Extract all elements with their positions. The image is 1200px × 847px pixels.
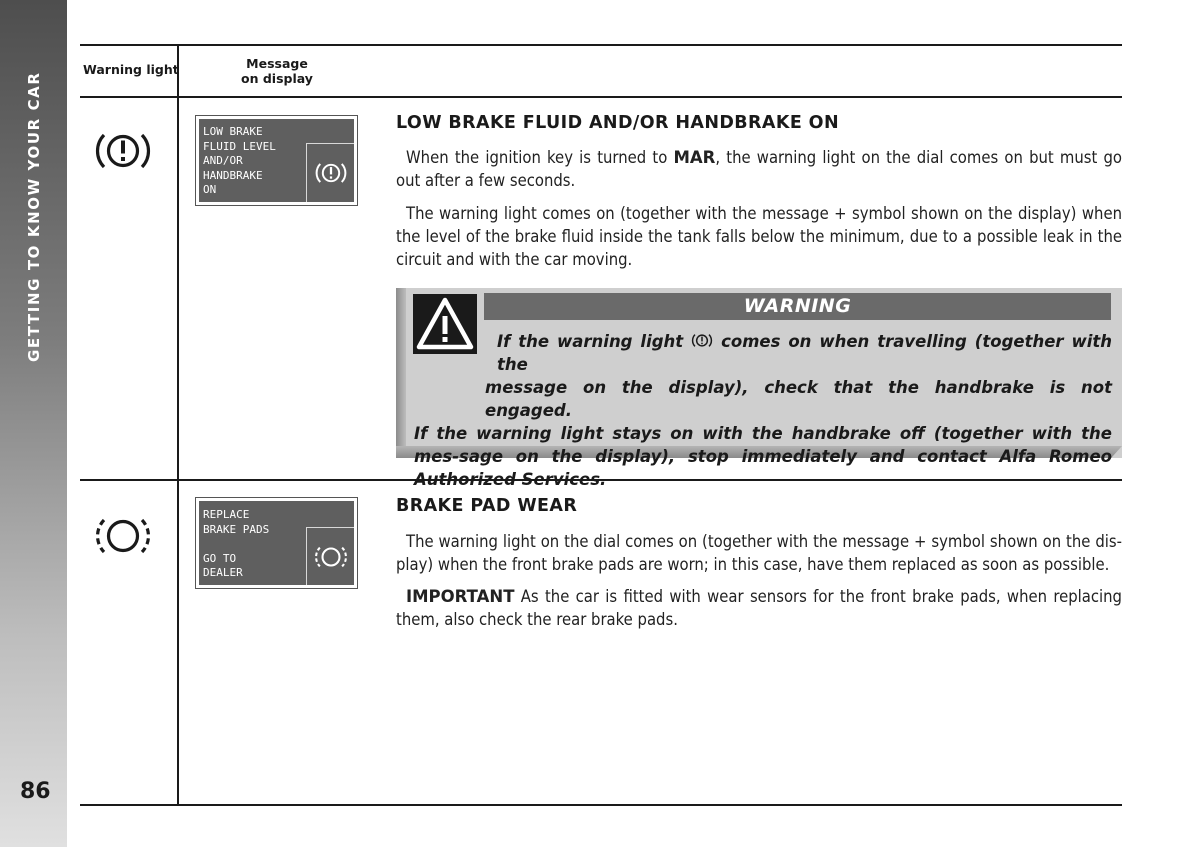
paragraph-important: IMPORTANT As the car is fitted with wear sensors for the front brake pads, when replacing them, also check the rear brake pads.: [396, 587, 1122, 629]
header-rule: [80, 96, 1122, 98]
display-message-brake-pads: [195, 497, 358, 589]
warning-box-shadow: [396, 288, 406, 458]
paragraph-ignition: When the ignition key is turned to MAR, the warning light on the dial comes on but must go out after a few seconds.: [396, 148, 1123, 190]
display-text: LOW BRAKE FLUID LEVEL AND/OR HANDBRAKE ON: [203, 125, 276, 196]
display-text: REPLACE BRAKE PADS GO TO DEALER: [203, 508, 270, 579]
header-message: Message on display: [241, 56, 313, 86]
display-symbol: [306, 143, 354, 202]
page-number: 86: [20, 779, 51, 804]
warning-text: If the warning light comes on when travelling (together with the message on the display), check that the handbrake is not engaged. If the warning light stays on with the handbrake off (together with the mes-sage on the display), stop immediately and contact Alfa Romeo Authorized Services.: [414, 332, 1112, 489]
brake-warning-icon: [691, 332, 713, 349]
section-title-brake-fluid: LOW BRAKE FLUID AND/OR HANDBRAKE ON: [396, 113, 839, 133]
brake-pad-wear-icon: [314, 544, 348, 570]
section-title-brake-pads: BRAKE PAD WEAR: [396, 496, 578, 516]
chapter-title: GETTING TO KNOW YOUR CAR: [25, 71, 43, 362]
table-bottom-rule: [80, 804, 1122, 806]
paragraph-brake-fluid: The warning light comes on (together with the message + symbol shown on the display) when the level of the brake fluid inside the tank falls below the minimum, due to a possible leak in the circuit and with the car moving.: [396, 204, 1122, 269]
warning-label: WARNING: [484, 293, 1111, 320]
paragraph-brake-pads: The warning light on the dial comes on (together with the message + symbol shown on the dis-play) when the front brake pads are worn; in this case, have them replaced as soon as possible.: [396, 532, 1122, 574]
column-divider: [177, 44, 179, 806]
brake-warning-icon: [94, 128, 152, 174]
brake-pad-wear-icon: [94, 514, 152, 558]
table-top-rule: [80, 44, 1122, 46]
display-message-brake-fluid: [195, 115, 358, 206]
display-symbol: [306, 527, 354, 585]
brake-warning-icon: [314, 160, 348, 186]
header-warning-light: Warning light: [83, 62, 179, 77]
